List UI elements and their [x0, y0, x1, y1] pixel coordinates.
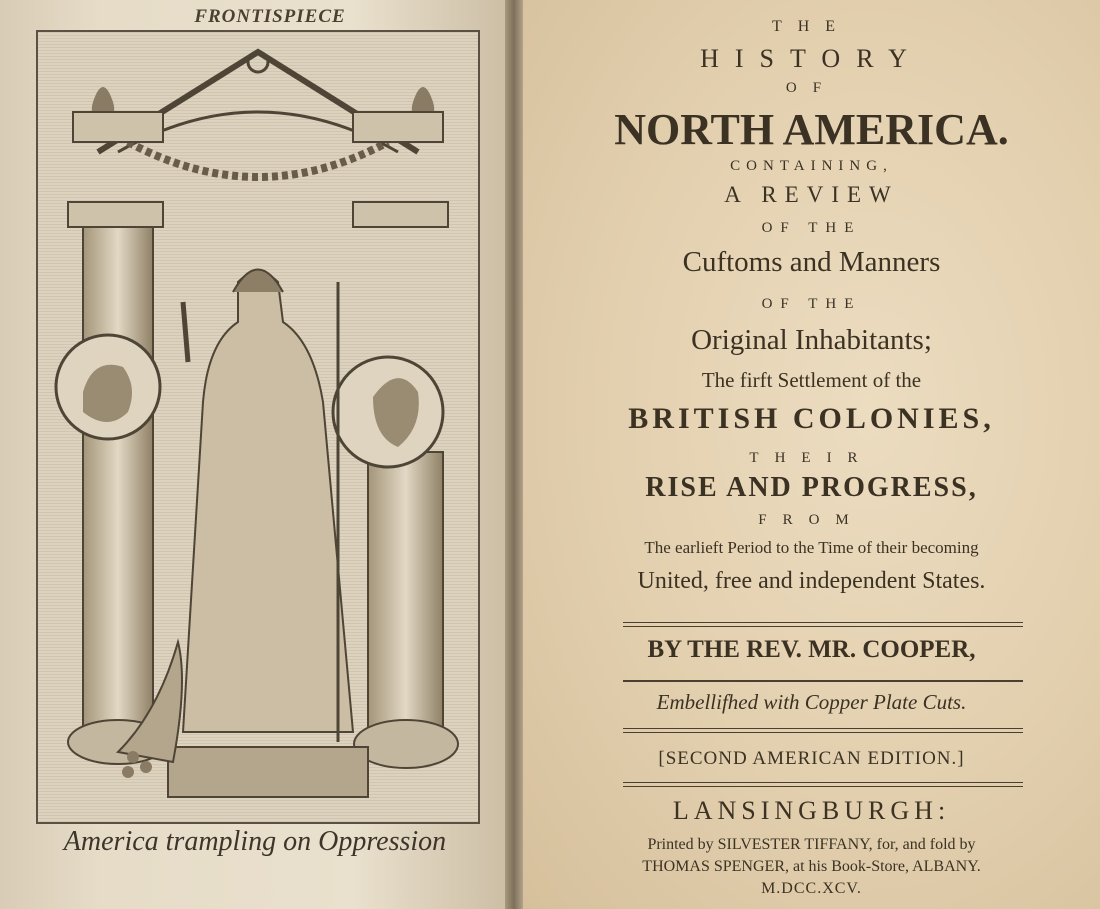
- frontispiece-header: FRONTISPIECE: [194, 6, 346, 27]
- title-north-america: NORTH AMERICA.: [614, 105, 1009, 154]
- title-rise-progress: RISE AND PROGRESS,: [645, 472, 978, 503]
- title-year: M.DCC.XCV.: [761, 880, 862, 897]
- title-of: OF: [785, 80, 838, 96]
- title-history: HISTORY: [700, 44, 923, 73]
- title-of-the-2: OF THE: [761, 296, 862, 312]
- title-the: THE: [771, 18, 852, 35]
- title-review: A REVIEW: [724, 182, 899, 207]
- title-spencer: THOMAS SPENGER, at his Book-Store, ALBANY.: [642, 858, 981, 875]
- divider-rule-1: [623, 622, 1023, 627]
- frontispiece-page: [0, 0, 505, 909]
- title-united-states: United, free and independent States.: [637, 568, 986, 594]
- title-embellished: Embellifhed with Copper Plate Cuts.: [656, 690, 967, 714]
- engraving-illustration: [38, 32, 478, 822]
- title-original: Original Inhabitants;: [691, 324, 932, 356]
- divider-rule-4: [623, 782, 1023, 787]
- title-first-settlement: The firft Settlement of the: [701, 368, 922, 392]
- title-containing: CONTAINING,: [730, 158, 893, 174]
- divider-rule-2: [623, 680, 1023, 682]
- title-earliest-period: The earlieft Period to the Time of their becoming: [644, 538, 979, 557]
- frontispiece-engraving: [36, 30, 480, 824]
- title-page: [523, 0, 1100, 909]
- frontispiece-caption: America trampling on Oppression: [63, 826, 447, 857]
- title-author: BY THE REV. MR. COOPER,: [647, 636, 976, 663]
- divider-rule-3: [623, 728, 1023, 733]
- title-edition: [SECOND AMERICAN EDITION.]: [658, 748, 965, 769]
- title-british-colonies: BRITISH COLONIES,: [628, 402, 995, 435]
- book-gutter: [505, 0, 523, 909]
- title-their: THEIR: [749, 450, 874, 466]
- title-customs: Cuftoms and Manners: [682, 246, 941, 278]
- title-place: LANSINGBURGH:: [672, 796, 951, 825]
- title-from: FROM: [758, 512, 865, 528]
- title-of-the-1: OF THE: [761, 220, 862, 236]
- title-printed-by: Printed by SILVESTER TIFFANY, for, and fold by: [647, 836, 976, 853]
